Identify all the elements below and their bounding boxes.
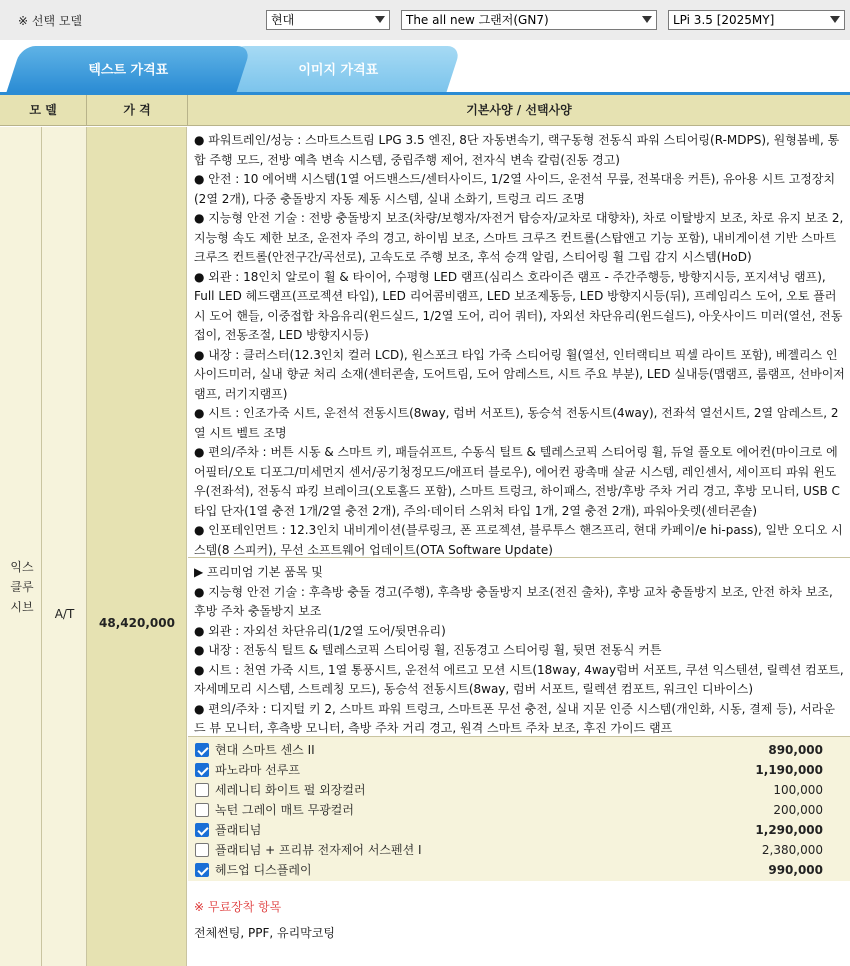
free-install-items: 전체썬팅, PPF, 유리막코팅 [194, 926, 335, 940]
tab-image-price[interactable] [217, 46, 462, 92]
option-checkbox[interactable] [195, 843, 209, 857]
base-price: 48,420,000 [99, 616, 175, 630]
tab-text-price-label: 텍스트 가격표 [88, 63, 169, 78]
option-serenity-white[interactable] [195, 780, 845, 800]
chevron-down-icon [642, 16, 652, 23]
option-smart-sense[interactable] [195, 740, 845, 760]
option-price: 2,380,000 [761, 843, 823, 857]
option-list [188, 737, 850, 881]
spec-convenience: ● 편의/주차 : 버튼 시동 & 스마트 키, 패들쉬프트, 수동식 틸트 & 텔레스코픽 스티어링 휠, 듀얼 풀오토 에어컨(마이크로 에어필터/오토 디포그/미세먼지 센서/공기청정모드/애프터 블로우), 에어컨 광촉매 살균 시스템, 레인센서, 세이프티 파워 윈도우(전좌석), 전동식 파킹 브레이크(오토홀드 포함), 스마트 트렁크, 하이패스, 전방/후방 주차 거리 경고, 후방 모니터, USB C타입 단자(1열 충전 1개/2열 충전 2개), 주의·데이터 스위처 타입 1개, 2열 충전 2개), 파워아웃렛(센터콘솔) [194, 445, 840, 518]
option-name: 녹턴 그레이 매트 무광컬러 [215, 803, 354, 817]
free-install-title: ※ 무료장착 항목 [194, 900, 282, 914]
option-panorama-sunroof[interactable] [195, 760, 845, 780]
option-platinum[interactable] [195, 820, 845, 840]
price-table-tabs [0, 40, 850, 92]
header-price: 가 격 [87, 95, 188, 126]
premium-exterior: ● 외관 : 자외선 차단유리(1/2열 도어/뒷면유리) [194, 623, 446, 638]
premium-heading: ▶ 프리미엄 기본 품목 및 [194, 565, 323, 579]
premium-interior: ● 내장 : 전동식 틸트 & 텔레스코픽 스티어링 휠, 진동경고 스티어링 휠, 뒷면 전동식 커튼 [194, 643, 662, 657]
spec-safety: ● 안전 : 10 에어백 시스템(1열 어드밴스드/센터사이드, 1/2열 사이드, 운전석 무릎, 전복대응 커튼), 유아용 시트 고정장치(2열 2개), 다중 충돌방지 자동 제동 시스템, 실내 소화기, 트렁크 리드 조명 [194, 172, 836, 206]
option-checkbox[interactable] [195, 783, 209, 797]
option-checkbox[interactable] [195, 863, 209, 877]
model-selector-bar [0, 0, 850, 40]
brand-select[interactable] [266, 10, 390, 30]
transmission-value: A/T [54, 607, 75, 621]
option-name: 파노라마 선루프 [215, 763, 300, 777]
option-price: 100,000 [773, 783, 823, 797]
divider [188, 557, 850, 558]
option-price: 890,000 [768, 743, 823, 757]
premium-adas: ● 지능형 안전 기술 : 후측방 충돌 경고(주행), 후측방 충돌방지 보조(전진 출차), 후방 교차 충돌방지 보조, 안전 하차 보조, 후방 주차 충돌방지 보조 [194, 584, 833, 618]
selector-label: ※ 선택 모델 [18, 14, 83, 28]
option-name: 현대 스마트 센스 II [215, 743, 315, 757]
model-select[interactable] [401, 10, 657, 30]
spec-infotainment: ● 인포테인먼트 : 12.3인치 내비게이션(블루링크, 폰 프로젝션, 블루투스 핸즈프리, 현대 카페이/e hi-pass), 일반 오디오 시스템(8 스피커), 무선 소프트웨어 업데이트(OTA Software Update) [194, 523, 843, 557]
option-platinum-suspension[interactable] [195, 840, 845, 860]
option-price: 1,190,000 [755, 763, 823, 777]
chevron-down-icon [375, 16, 385, 23]
option-checkbox[interactable] [195, 803, 209, 817]
option-checkbox[interactable] [195, 823, 209, 837]
transmission-cell [42, 127, 87, 966]
premium-spec-list [194, 563, 846, 739]
tab-image-price-label: 이미지 가격표 [298, 63, 379, 78]
premium-convenience: ● 편의/주차 : 디지털 키 2, 스마트 파워 트렁크, 스마트폰 무선 충전, 실내 지문 인증 시스템(개인화, 시동, 결제 등), 서라운드 뷰 모니터, 후측방 모니터, 측방 주차 거리 경고, 원격 스마트 주차 보조, 후진 가이드 램프 [194, 701, 835, 735]
option-price: 200,000 [773, 803, 823, 817]
spec-seat: ● 시트 : 인조가죽 시트, 운전석 전동시트(8way, 럼버 서포트), 동승석 전동시트(4way), 전좌석 열선시트, 2열 암레스트, 2열 시트 벨트 조명 [194, 406, 839, 440]
premium-seat: ● 시트 : 천연 가죽 시트, 1열 통풍시트, 운전석 에르고 모션 시트(18way, 4way럼버 서포트, 쿠션 익스텐션, 릴렉션 컴포트, 자세메모리 시스템, 스트레칭 모드), 동승석 전동시트(8way, 럼버 서포트, 릴렉션 컴포트, 워크인 디바이스) [194, 662, 844, 696]
trim-select[interactable] [668, 10, 845, 30]
basic-spec-list [194, 131, 846, 560]
option-name: 플래티넘 + 프리뷰 전자제어 서스펜션 I [215, 843, 422, 857]
spec-adas: ● 지능형 안전 기술 : 전방 충돌방지 보조(차량/보행자/자전거 탑승자/교차로 대향차), 차로 이탈방지 보조, 차로 유지 보조 2, 지능형 속도 제한 보조, 운전자 주의 경고, 하이빔 보조, 스마트 크루즈 컨트롤(스탑앤고 기능 포함), 내비게이션 기반 스마트 크루즈 컨트롤(안전구간/곡선로), 고속도로 주행 보조, 후석 승객 알림, 스티어링 휠 그립 감지 시스템(HoD) [194, 211, 844, 264]
option-price: 1,290,000 [755, 823, 823, 837]
option-name: 플래티넘 [215, 823, 262, 837]
spec-powertrain: ● 파워트레인/성능 : 스마트스트림 LPG 3.5 엔진, 8단 자동변속기, 랙구동형 전동식 파워 스티어링(R-MDPS), 원형봄베, 통합 주행 모드, 전방 예측 변속 시스템, 중립주행 제어, 전자식 변속 칼럼(진동 경고) [194, 133, 840, 167]
option-hud[interactable] [195, 860, 845, 880]
model-cell [0, 127, 42, 966]
option-name: 세레니티 화이트 펄 외장컬러 [215, 783, 366, 797]
tab-text-price[interactable] [7, 46, 252, 92]
chevron-down-icon [830, 16, 840, 23]
spec-interior: ● 내장 : 클러스터(12.3인치 컬러 LCD), 원스포크 타입 가죽 스티어링 휠(열선, 인터랙티브 픽셀 라이트 포함), 베젤리스 인사이드미러, 실내 향균 처리 소재(센터콘솔, 도어트림, 도어 암레스트, 시트 주요 부분), LED 실내등(맵램프, 룸램프, 선바이저램프, 러기지램프) [194, 347, 845, 401]
option-checkbox[interactable] [195, 763, 209, 777]
trim-select-value: LPi 3.5 [2025MY] [673, 13, 775, 27]
spec-exterior: ● 외관 : 18인치 알로이 휠 & 타이어, 수평형 LED 램프(심리스 호라이즌 램프 - 주간주행등, 방향지시등, 포지셔닝 램프), Full LED 헤드램프(프로젝션 타입), LED 리어콤비램프, LED 보조제동등, LED 방향지시등(뒤), 프레임리스 도어, 오토 플러시 도어 핸들, 이중접합 차음유리(윈드실드, 1/2열 도어, 리어 쿼터), 자외선 차단유리(윈드쉴드), 아웃사이드 미러(열선, 전동접이, 전동조절, LED 방향지시등) [194, 269, 843, 342]
option-name: 헤드업 디스플레이 [215, 863, 312, 877]
model-select-value: The all new 그랜저(GN7) [406, 13, 549, 27]
model-name: 익스 클루 시브 [10, 560, 34, 614]
option-nocturne-gray[interactable] [195, 800, 845, 820]
option-checkbox[interactable] [195, 743, 209, 757]
header-spec: 기본사양 / 선택사양 [466, 103, 572, 117]
header-model: 모 델 [0, 95, 87, 126]
option-price: 990,000 [768, 863, 823, 877]
brand-select-value: 현대 [271, 13, 295, 27]
table-header [0, 95, 850, 126]
price-cell [87, 127, 187, 966]
